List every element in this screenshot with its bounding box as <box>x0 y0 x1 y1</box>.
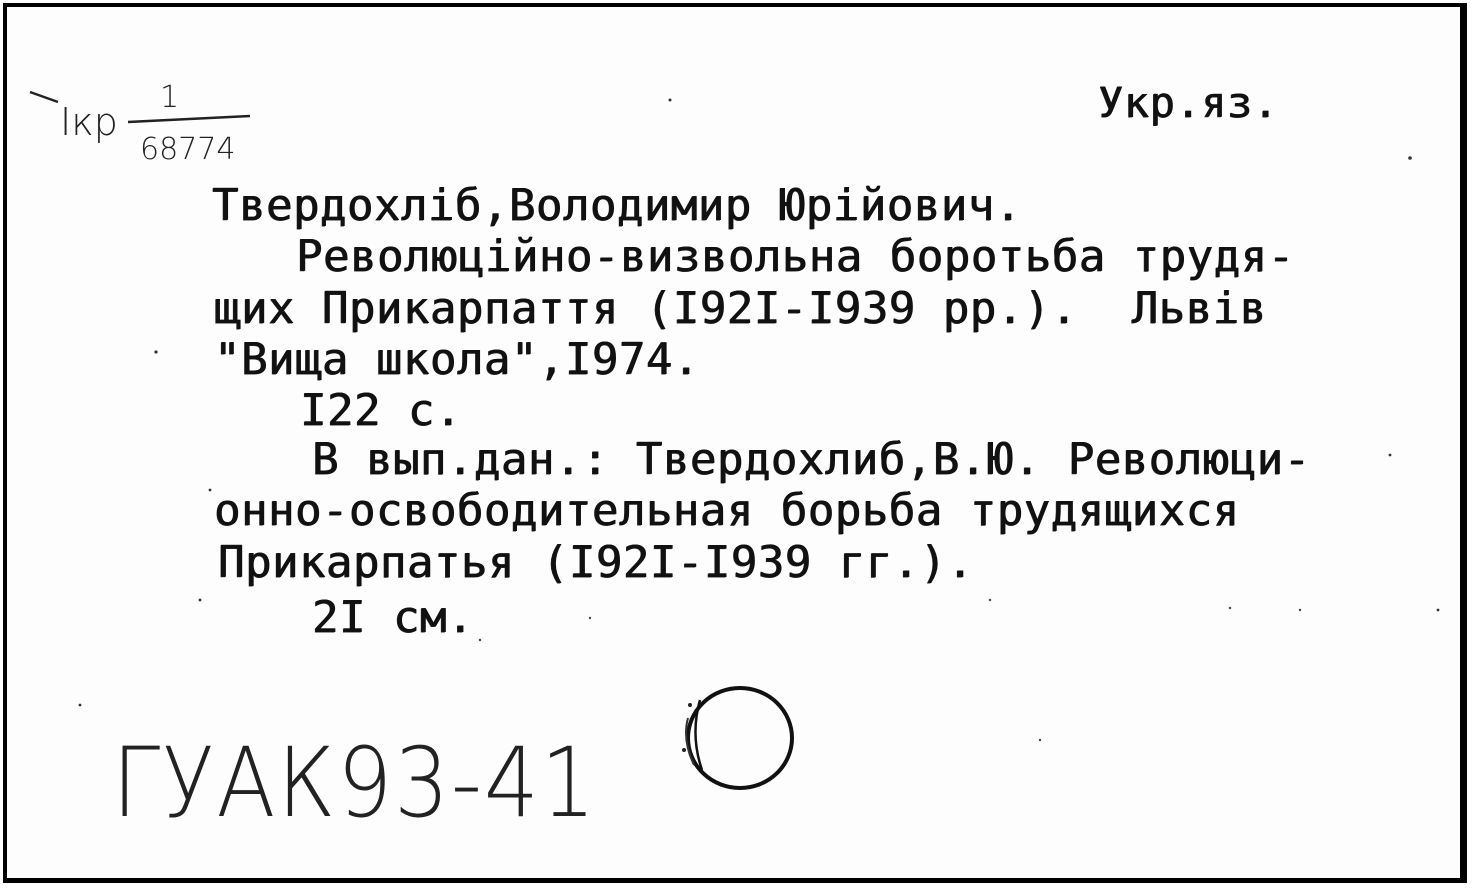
title-line-3: "Вища школа",I974. <box>214 334 700 385</box>
book-size: 2I см. <box>312 592 474 643</box>
language-note: Укр.яз. <box>1098 78 1279 127</box>
call-number-prefix: Ікр <box>60 100 118 144</box>
title-line-1: Революційно-визвольна боротьба трудя- <box>296 231 1295 282</box>
call-number-top: 1 <box>160 80 180 115</box>
shelf-mark: ГУАК93-41 <box>112 727 598 839</box>
translation-line-1: В вып.дан.: Твердохлиб,В.Ю. Революци- <box>312 434 1311 485</box>
call-number-bottom: 68774 <box>140 132 236 167</box>
page-count: I22 с. <box>300 385 462 436</box>
translation-line-3: Прикарпатья (I92I-I939 гг.). <box>218 537 974 588</box>
title-line-2: щих Прикарпаття (I92I-I939 рр.). Львів <box>214 283 1267 334</box>
translation-line-2: онно-освободительная борьба трудящихся <box>214 485 1240 536</box>
author-heading: Твердохліб,Володимир Юрійович. <box>212 180 1022 231</box>
